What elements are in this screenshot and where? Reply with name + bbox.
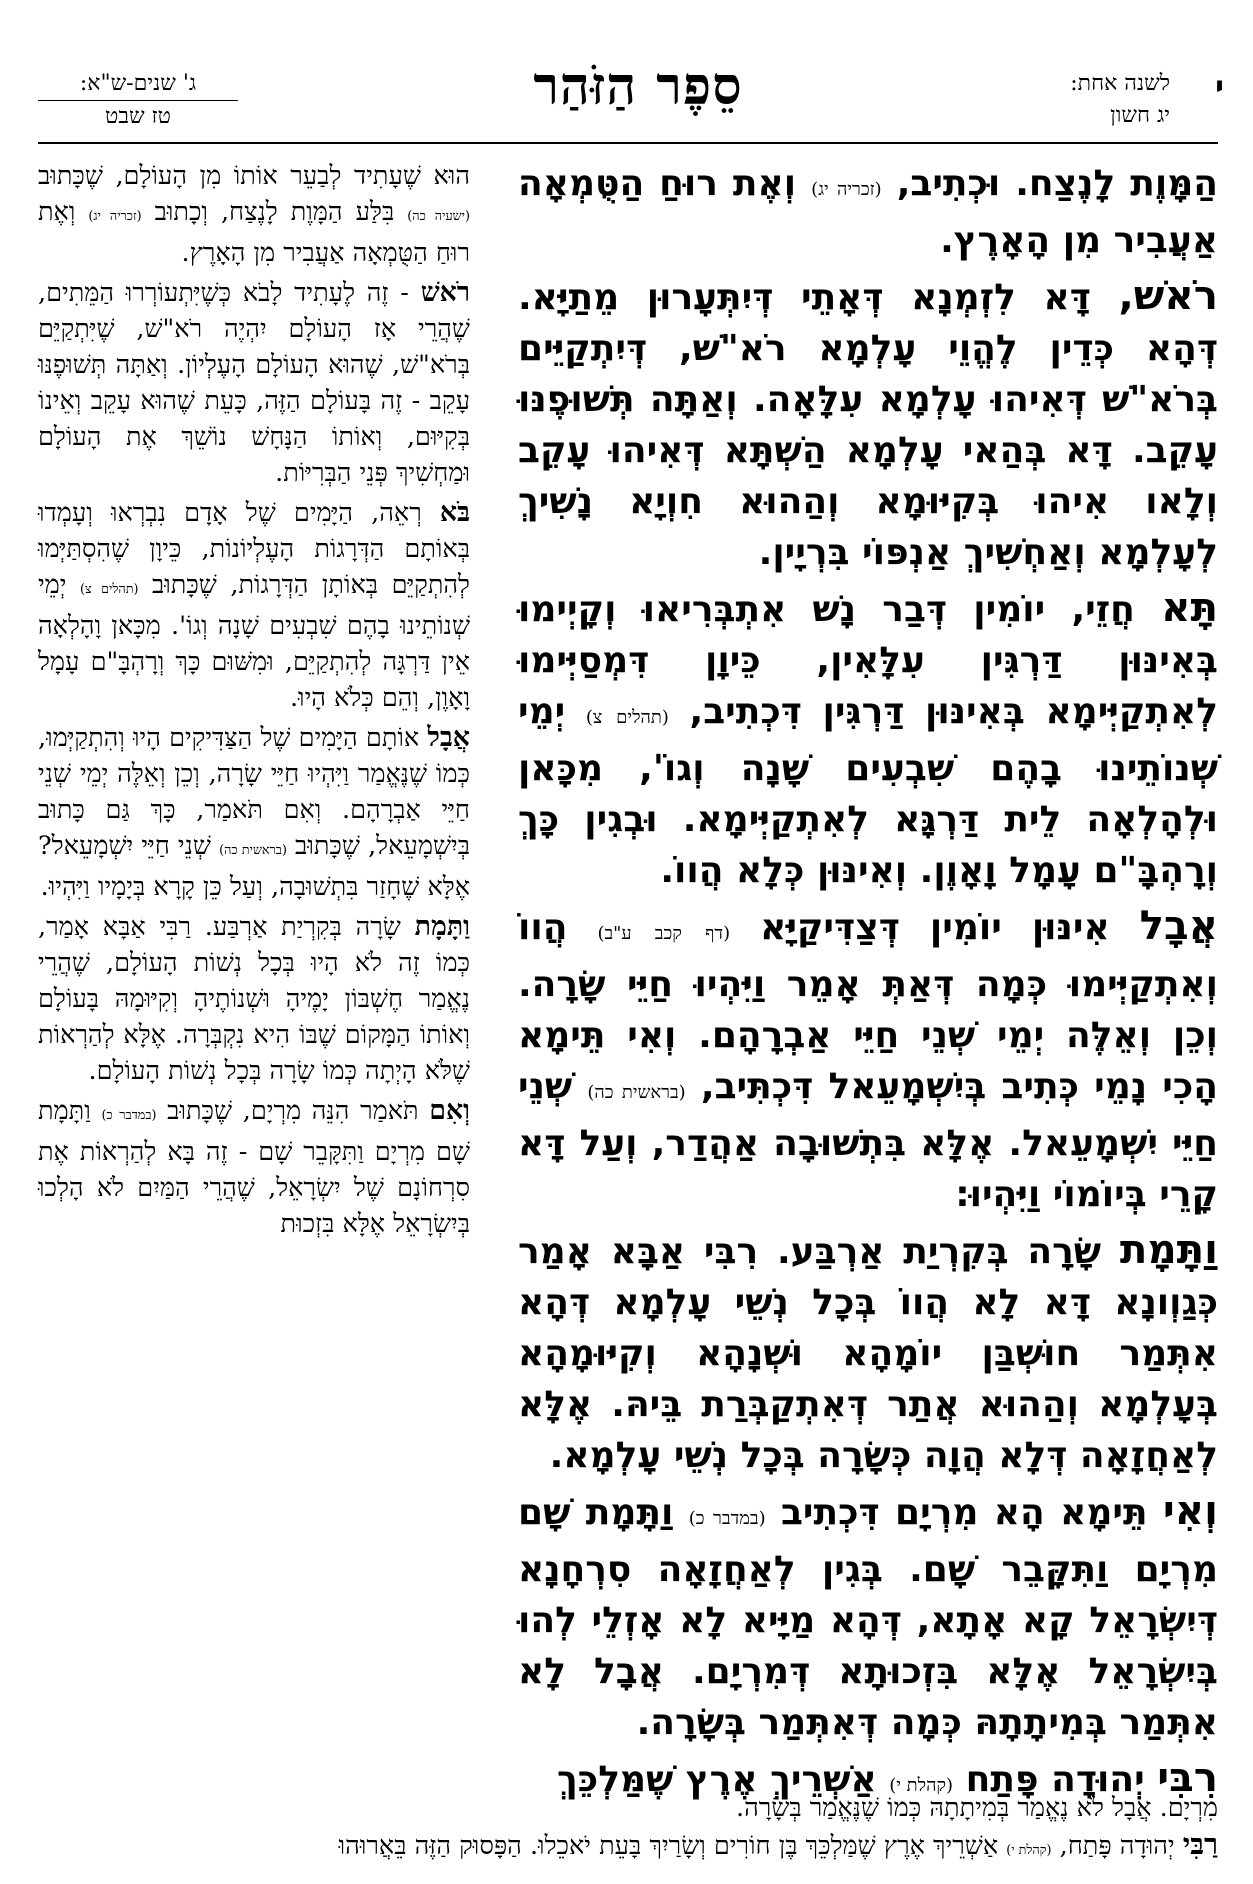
paragraph-opener: רֹאשׁ, (1118, 272, 1218, 319)
header-left-info (38, 68, 238, 133)
paragraph-opener: רִבִּי (1157, 1754, 1218, 1801)
main-paragraph-7: רִבִּי יְהוּדָה פָּתַח (קהלת י) אַשְׁרֵיךְ אֶרֶץ שֶׁמַּלְכֵּךְ (557, 1754, 1218, 1801)
source-reference: (בראשית כה) (587, 1082, 686, 1103)
paragraph-opener: וְאִם (429, 1095, 470, 1126)
main-paragraph-5: וַתָּמָת שָׂרָה בְּקִרְיַת אַרְבַּע. רִבִּי אַבָּא אָמַר כְּגַוְונָא דָּא לָא הֲווֹ בְּכָל נְשֵׁי עָלְמָא דְּהָא אִתְּמַר חוּשְׁבַּן יוֹמָהָא וּשְׁנָהָא וְקִיּוּמָהָא בְּעָלְמָא וְהַהוּא אֲתַר דְּאִתְקַבְּרַת בֵּיהּ. אֶלָּא לְאַחֲזָאָה דְּלָא הֲוָה כְּשָׂרָה בְּכָל נְשֵׁי עָלְמָא. (518, 1226, 1218, 1476)
page (38, 50, 1224, 1861)
side-paragraph-5: וַתָּמָת שָׂרָה בְּקִרְיַת אַרְבַּע. רַבִּי אַבָּא אָמַר, כְּמוֹ זֶה לֹא הָיוּ בְּכָל נְשׁוֹת הָעוֹלָם, שֶׁהֲרֵי נֶאֱמַר חֶשְׁבּוֹן יָמֶיהָ וּשְׁנוֹתֶיהָ וְקִיּוּמָהּ בָּעוֹלָם וְאוֹתוֹ הַמָּקוֹם שֶׁבּוֹ הִיא נִקְבְּרָה. אֶלָּא לְהַרְאוֹת שֶׁלֹּא הָיְתָה כְּמוֹ שָׂרָה בְּכָל נְשׁוֹת הָעוֹלָם. (38, 911, 470, 1086)
paragraph-opener: בֹּא (439, 497, 470, 528)
paragraph-opener: וַתָּמָת (1119, 1226, 1218, 1273)
alt-study-date: טז שבט (38, 100, 238, 133)
paragraph-opener: אֲבָל (427, 722, 470, 753)
main-paragraph-1: הַמָּוֶת לָנֶצַח. וּכְתִיב, (זכריה יג) וְאֶת רוּחַ הַטֻּמְאָה אַעֲבִיר מִן הָאָרֶץ. (518, 163, 1218, 261)
main-paragraph-6: וְאִי תֵּימָא הָא מִרְיָם דִּכְתִיב (במדבר כ) וַתָּמָת שָׁם מִרְיָם וַתִּקָּבֵר שָׁם. בְּגִין לְאַחֲזָאָה סִרְחָנָא דְּיִשְׂרָאֵל קָא אָתָא, דְּהָא מַיָּיא לָא אָזְלֵי לְהוּ בְּיִשְׂרָאֵל אֶלָּא בִּזְכוּתָא דְּמִרְיָם. אֲבָל לָא אִתְּמַר בְּמִיתָתָהּ כְּמָה דְּאִתְּמַר בְּשָׂרָה. (518, 1487, 1218, 1743)
side-paragraph-4: אֲבָל אוֹתָם הַיָּמִים שֶׁל הַצַּדִּיקִים הָיוּ וְהִתְקַיְּמוּ, כְּמוֹ שֶׁנֶּאֱמַר וַיִּהְיוּ חַיֵּי שָׂרָה, וְכֵן וְאֵלֶּה יְמֵי שְׁנֵי חַיֵּי אַבְרָהָם. וְאִם תֹּאמַר, כָּךְ גַּם כָּתוּב בְּיִשְׁמָעֵאל, שֶׁכָּתוּב (בראשית כה) שְׁנֵי חַיֵּי יִשְׁמָעֵאל? אֶלָּא שֶׁחָזַר בִּתְשׁוּבָה, וְעַל כֵּן קָרָא בְּיָמָיו וַיִּהְיוּ. (38, 722, 470, 902)
bottom-continuation (38, 1790, 1218, 1869)
bottom-line-1: מִרְיָם. אֲבָל לֹא נֶאֱמַר בְּמִיתָתָהּ כְּמוֹ שֶׁנֶּאֱמַר בְּשָׂרָה. (736, 1793, 1218, 1823)
paragraph-opener: וְאִי (1162, 1487, 1218, 1534)
paragraph-opener: וַתָּמָת (414, 911, 470, 942)
study-plan-label: לשנה אחת: (1070, 71, 1170, 96)
source-reference: (זכריה יג) (88, 209, 142, 224)
source-reference: (זכריה יג) (811, 179, 882, 200)
side-paragraph-2: רֹאשׁ - זֶה לֶעָתִיד לָבֹא כְּשֶׁיִּתְעוֹרְרוּ הַמֵּתִים, שֶׁהֲרֵי אָז הָעוֹלָם יִהְיֶה רֹא"שׁ, שֶׁיִּתְקַיֵּם בְּרֹא"שׁ, שֶׁהוּא הָעוֹלָם הָעֶלְיוֹן. וְאַתָּה תְּשׁוּפֶנּוּ עָקֵב - זֶה בָּעוֹלָם הַזֶּה, כָּעֵת שֶׁהוּא עָקֵב וְאֵינוֹ בְּקִיּוּם, וְאוֹתוֹ הַנָּחָשׁ נוֹשֵׁךְ אֶת הָעוֹלָם וּמַחְשִׁיךְ פְּנֵי הַבְּרִיּוֹת. (38, 277, 470, 488)
side-paragraph-3: בֹּא רְאֵה, הַיָּמִים שֶׁל אָדָם נִבְרְאוּ וְעָמְדוּ בְּאוֹתָם הַדְּרָגוֹת הָעֶלְיוֹנוֹת, כֵּיוָן שֶׁהִסְתַּיְּמוּ לְהִתְקַיֵּם בְּאוֹתָן הַדְּרָגוֹת, שֶׁכָּתוּב (תהלים צ) יְמֵי שְׁנוֹתֵינוּ בָהֶם שִׁבְעִים שָׁנָה וְגוֹ'. מִכָּאן וָהָלְאָה אֵין דַּרְגָּה לְהִתְקַיֵּם, וּמִשּׁוּם כָּךְ וְרָהְבָּ"ם עָמָל וָאָוֶן, וְהֵם כְּלֹא הָיוּ. (38, 497, 470, 713)
page-number: י (1215, 70, 1224, 105)
side-paragraph-6: וְאִם תֹּאמַר הִנֵּה מִרְיָם, שֶׁכָּתוּב (במדבר כ) וַתָּמָת שָׁם מִרְיָם וַתִּקָּבֵר שָׁם - זֶה בָּא לְהַרְאוֹת אֶת סִרְחוֹנָם שֶׁל יִשְׂרָאֵל, שֶׁהֲרֵי הַמַּיִם לֹא הָלְכוּ בְּיִשְׂרָאֵל אֶלָּא בִּזְכוּת (38, 1095, 470, 1239)
page-reference: (דף קכב ע"ב) (597, 923, 731, 944)
study-date: יג חשון (1110, 103, 1170, 128)
header-right-info (1070, 68, 1170, 132)
main-paragraph-4: אֲבָל אִינּוּן יוֹמִין דְּצַדִּיקַיָּא (דף קכב ע"ב) הֲווֹ וְאִתְקַיְּימוּ כְּמָה דְּאַתְּ אָמֵר וַיִּהְיוּ חַיֵּי שָׂרָה. וְכֵן וְאֵלֶּה יְמֵי שְׁנֵי חַיֵּי אַבְרָהָם. וְאִי תֵּימָא הָכִי נָמֵי כְּתִיב בְּיִשְׁמָעֵאל דִּכְתִּיב, (בראשית כה) שְׁנֵי חַיֵּי יִשְׁמָעֵאל. אֶלָּא בִּתְשׁוּבָה אַהֲדַר, וְעַל דָּא קָרֵי בְּיוֹמוֹי וַיִּהְיוּ: (518, 902, 1218, 1215)
page-header (38, 50, 1224, 142)
source-reference: (קהלת י) (889, 1775, 954, 1796)
hebrew-translation-column (38, 158, 470, 1778)
side-paragraph-1: הוּא שֶׁעָתִיד לְבַעֵר אוֹתוֹ מִן הָעוֹלָם, שֶׁכָּתוּב (ישעיה כה) בִּלַּע הַמָּוֶת לָנֶצַח, וְכָתוּב (זכריה יג) וְאֶת רוּחַ הַטֻּמְאָה אַעֲבִיר מִן הָאָרֶץ. (38, 161, 470, 268)
source-reference: (תהלים צ) (585, 707, 669, 728)
book-title: סֵפֶר הַזֹּהַר (533, 56, 743, 117)
main-paragraph-3: תָּא חֲזֵי, יוֹמִין דְּבַר נָשׁ אִתְבְּרִיאוּ וְקָיְימוּ בְּאִינּוּן דַּרְגִּין עִלָּאִין, כֵּיוָן דִּמְסַיְּימוּ לְאִתְקַיְּימָא בְּאִינּוּן דַּרְגִּין דִּכְתִיב, (תהלים צ) יְמֵי שְׁנוֹתֵינוּ בָהֶם שִׁבְעִים שָׁנָה וְגוֹ', מִכָּאן וּלְהָלְאָה לֵית דַּרְגָּא לְאִתְקַיְּימָא. וּבְגִין כָּךְ וְרָהְבָּ"ם עָמָל וָאָוֶן. וְאִינּוּן כְּלָא הֲווֹ. (518, 584, 1218, 891)
paragraph-opener: רַבִּי (1182, 1827, 1218, 1861)
aramaic-column (518, 158, 1218, 1801)
header-rule (38, 142, 1218, 144)
source-reference: (ישעיה כה) (407, 209, 470, 224)
main-paragraph-2: רֹאשׁ, דָּא לִזְמְנָא דְּאָתֵי דְּיִתְּעָרוּן מֵתַיָּא. דְּהָא כְּדֵין לֶהֱוֵי עָלְמָא רֹא"שׁ, דְּיִתְקַיֵּים בְּרֹא"שׁ דְּאִיהוּ עָלְמָא עִלָּאָה. וְאַתָּה תְּשׁוּפֶנּוּ עָקֵב. דָּא בְּהַאי עָלְמָא הַשְׁתָּא דְּאִיהוּ עָקֵב וְלָאו אִיהוּ בְּקִיּוּמָא וְהַהוּא חִוְיָא נָשִׁיךְ לְעָלְמָא וְאַחְשִׁיךְ אַנְפּוֹי בִּרְיָין. (518, 272, 1218, 573)
paragraph-opener: רֹאשׁ (420, 277, 470, 308)
source-reference: (בראשית כה) (219, 843, 287, 858)
source-reference: (תהלים צ) (80, 582, 139, 597)
source-reference: (במדבר כ) (688, 1508, 766, 1529)
paragraph-opener: אֲבָל (1139, 902, 1218, 949)
bottom-line-2: רַבִּי יְהוּדָה פָּתַח, (קהלת י) אַשְׁרֵיךְ אֶרֶץ שֶׁמַּלְכֵּךְ בֶּן חוֹרִים וְשָׂרַיִךְ בָּעֵת יֹאכֵלוּ. הַפָּסוּק הַזֶּה בֵּאֲרוּהוּ (338, 1827, 1218, 1861)
alt-plan-label: ג' שנים-ש"א: (79, 71, 197, 96)
paragraph-opener: תָּא (1161, 584, 1218, 631)
source-reference: (קהלת י) (1006, 1843, 1052, 1858)
source-reference: (במדבר כ) (101, 1108, 157, 1123)
